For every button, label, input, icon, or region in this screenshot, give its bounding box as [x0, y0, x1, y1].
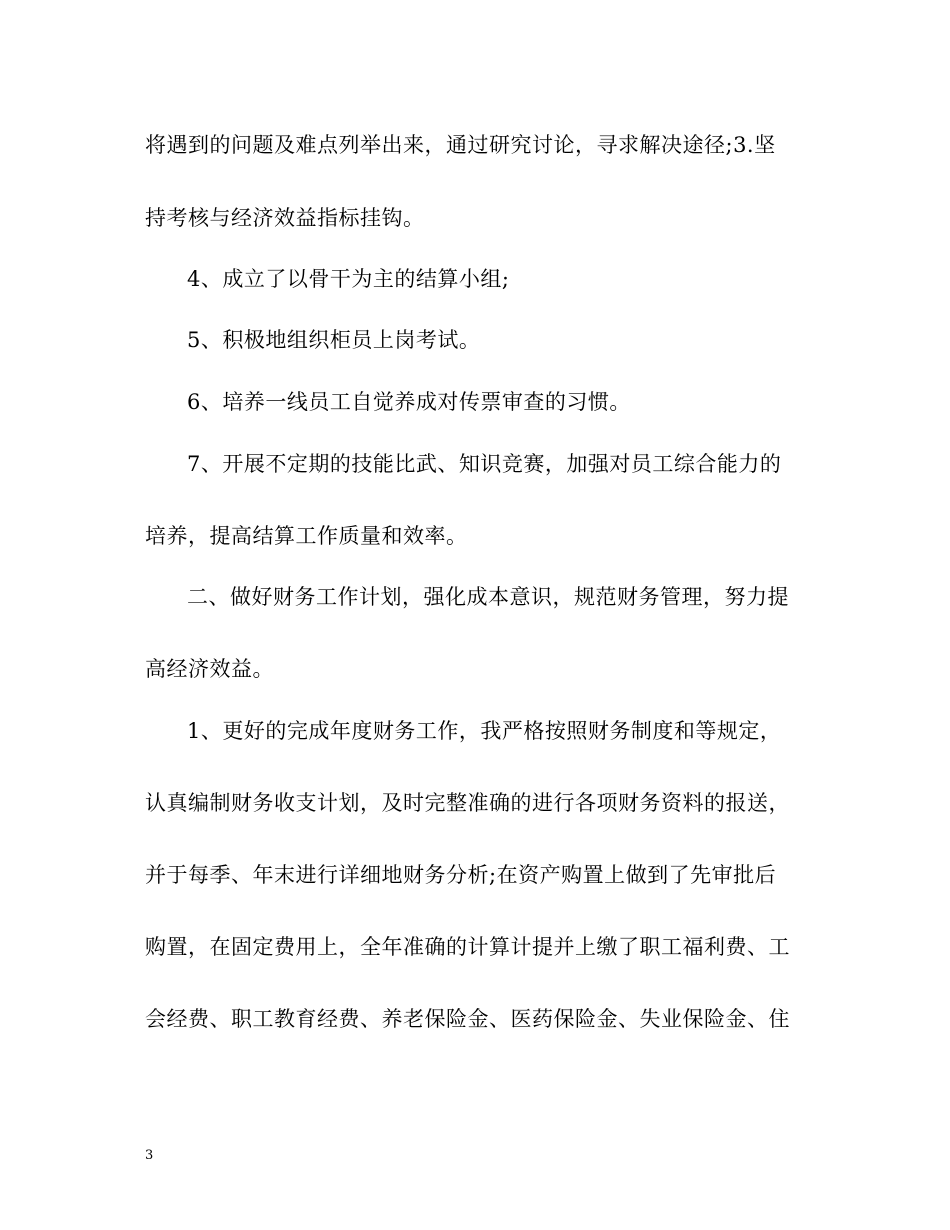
text-line: 会经费、职工教育经费、养老保险金、医药保险金、失业保险金、住 [145, 1007, 790, 1031]
list-item: 7、开展不定期的技能比武、知识竞赛，加强对员工综合能力的 [187, 452, 782, 476]
text-line: 持考核与经济效益指标挂钩。 [145, 206, 425, 230]
text-line: 将遇到的问题及难点列举出来，通过研究讨论，寻求解决途径;3.坚 [145, 133, 776, 157]
text-line: 并于每季、年末进行详细地财务分析;在资产购置上做到了先审批后 [145, 863, 777, 887]
list-item: 6、培养一线员工自觉养成对传票审查的习惯。 [187, 390, 631, 414]
text-line: 购置，在固定费用上，全年准确的计算计提并上缴了职工福利费、工 [145, 935, 790, 959]
list-item: 5、积极地组织柜员上岗考试。 [187, 328, 481, 352]
list-item: 4、成立了以骨干为主的结算小组; [187, 267, 510, 291]
page-number: 3 [145, 1148, 154, 1163]
text-line: 培养，提高结算工作质量和效率。 [145, 524, 468, 548]
list-item: 1、更好的完成年度财务工作，我严格按照财务制度和等规定， [187, 719, 782, 743]
section-heading: 二、做好财务工作计划，强化成本意识，规范财务管理，努力提 [187, 585, 789, 609]
text-line: 认真编制财务收支计划，及时完整准确的进行各项财务资料的报送， [145, 791, 790, 815]
text-line: 高经济效益。 [145, 657, 274, 681]
